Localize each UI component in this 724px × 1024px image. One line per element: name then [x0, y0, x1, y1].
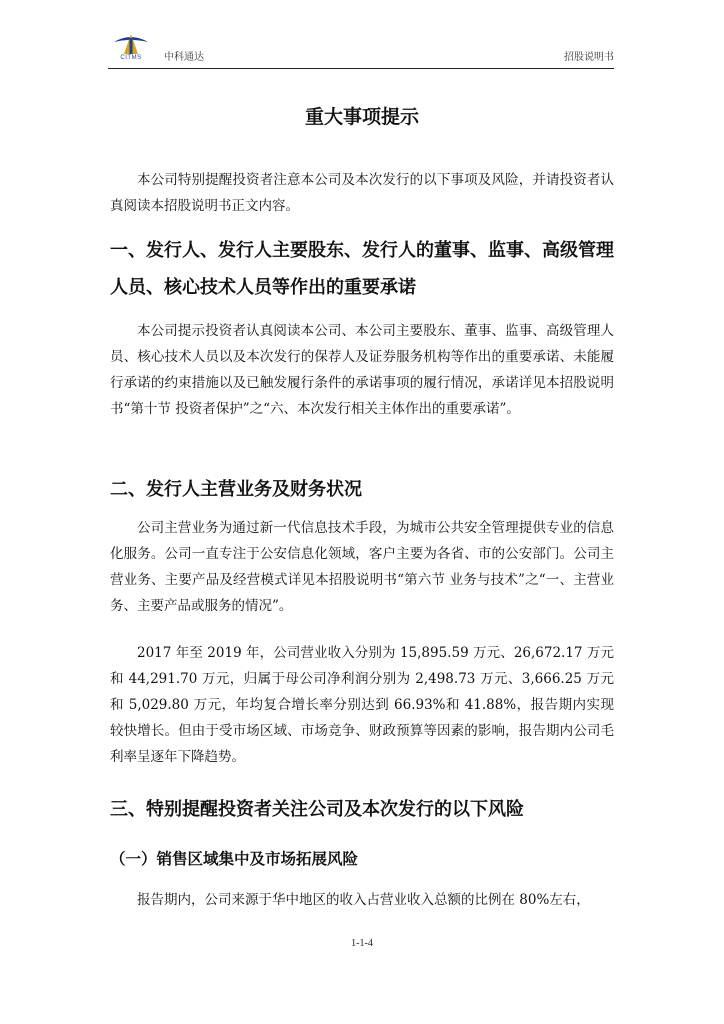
- section-2-heading: 二、发行人主营业务及财务状况: [110, 479, 362, 500]
- page-title: 重大事项提示: [304, 106, 419, 128]
- page-header: [108, 26, 614, 69]
- section-3-heading: 三、特别提醒投资者关注公司及本次发行的以下风险: [110, 799, 524, 820]
- header-company-name: 中科通达: [164, 52, 204, 63]
- page-number: 1-1-4: [351, 938, 373, 949]
- logo-caption: CITMS: [120, 55, 142, 61]
- section-1-heading: 一、发行人、发行人主要股东、发行人的董事、监事、高级管理人员、核心技术人员等作出的重要承诺: [110, 240, 614, 298]
- section-2-body-2: 2017 年至 2019 年，公司营业收入分别为 15,895.59 万元、26,672.17 万元和 44,291.70 万元，归属于母公司净利润分别为 2,498.73 万元、3,666.25 万元和 5,029.80 万元，年均复合增长率分别达到 66.93%和 41.88%，报告期内实现较快增长。但由于受市场区域、市场竞争、财政预算等因素的影响，报告期内公司毛利率呈逐年下降趋势。: [110, 645, 614, 765]
- section-3-sub-1-body: 报告期内，公司来源于华中地区的收入占营业收入总额的比例在 80%左右，: [137, 892, 590, 908]
- section-2-body-1: 公司主营业务为通过新一代信息技术手段，为城市公共安全管理提供专业的信息化服务。公司一直专注于公安信息化领域，客户主要为各省、市的公安部门。公司主营业务、主要产品及经营模式详见本招股说明书“第六节 业务与技术”之“一、主营业务、主要产品或服务的情况”。: [110, 520, 614, 614]
- intro-paragraph: 本公司特别提醒投资者注意本公司及本次发行的以下事项及风险，并请投资者认真阅读本招股说明书正文内容。: [110, 172, 614, 214]
- header-document-type: 招股说明书: [564, 52, 614, 63]
- section-1-body: 本公司提示投资者认真阅读本公司、本公司主要股东、董事、监事、高级管理人员、核心技术人员以及本次发行的保荐人及证券服务机构等作出的重要承诺、未能履行承诺的约束措施以及已触发履行条件的承诺事项的履行情况，承诺详见本招股说明书“第十节 投资者保护”之“六、本次发行相关主体作出的重要承诺”。: [110, 323, 614, 417]
- section-3-sub-1-heading: （一）销售区域集中及市场拓展风险: [110, 850, 359, 868]
